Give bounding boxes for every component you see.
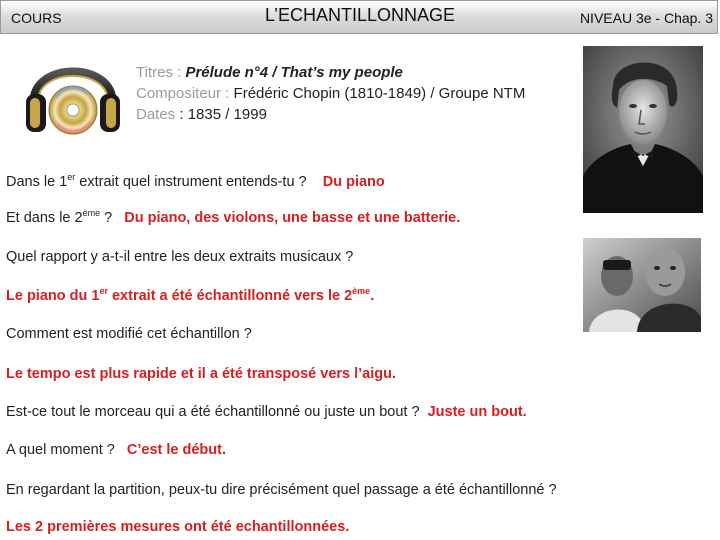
dates-value: : 1835 / 1999 <box>175 106 267 123</box>
question-7: En regardant la partition, peux-tu dire précisément quel passage a été échantillonné ? <box>6 482 557 498</box>
question-5: Est-ce tout le morceau qui a été échantillonné ou juste un bout ? <box>6 404 424 420</box>
question-3-line <box>6 249 353 265</box>
question-1-sup: er <box>67 172 76 182</box>
answer-3-sup-1: er <box>99 286 108 296</box>
question-5-line <box>6 404 527 420</box>
page-title: L’ECHANTILLONNAGE <box>264 5 456 25</box>
question-2-part-b: ? <box>100 210 117 226</box>
question-1-line <box>6 174 385 190</box>
answer-7-line <box>6 519 349 535</box>
answer-3-part-b: extrait a été échantillonné vers le 2 <box>107 288 353 304</box>
composer-label: Compositeur : <box>136 85 234 102</box>
question-2-sup: ème <box>82 208 101 218</box>
question-6-line <box>6 442 226 458</box>
question-2-part-a: Et dans le 2 <box>6 210 83 226</box>
chopin-portrait-image <box>583 46 703 213</box>
answer-3-part-a: Le piano du 1 <box>6 288 100 304</box>
dates-line <box>136 104 525 125</box>
header-category: COURS <box>11 10 62 26</box>
question-4-line <box>6 326 252 342</box>
answer-1: Du piano <box>322 174 385 190</box>
titles-line <box>136 62 525 83</box>
header-bar <box>0 0 718 34</box>
question-3: Quel rapport y a-t-il entre les deux extraits musicaux ? <box>6 249 354 265</box>
question-6: A quel moment ? <box>6 442 119 458</box>
answer-4: Le tempo est plus rapide et il a été transposé vers l’aigu. <box>6 366 397 382</box>
question-1-part-b: extrait quel instrument entends-tu ? <box>75 174 311 190</box>
answer-7: Les 2 premières mesures ont été echantillonnées. <box>6 519 350 535</box>
answer-2: Du piano, des violons, une basse et une batterie. <box>124 210 461 226</box>
answer-3-line <box>6 288 374 304</box>
composer-value: Frédéric Chopin (1810-1849) / Groupe NTM <box>233 85 526 102</box>
answer-4-line <box>6 366 396 382</box>
composer-line <box>136 83 525 104</box>
work-info <box>136 62 525 125</box>
question-4: Comment est modifié cet échantillon ? <box>6 326 252 342</box>
answer-6: C’est le début. <box>126 442 227 458</box>
answer-3-sup-2: ème <box>352 286 371 296</box>
titles-label: Titres : <box>136 64 186 81</box>
dates-label: Dates <box>136 106 176 123</box>
ntm-group-photo-image <box>583 238 701 332</box>
headphones-cd-icon <box>18 50 128 142</box>
question-2-line <box>6 210 460 226</box>
answer-5: Juste un bout. <box>427 404 527 420</box>
answer-3-part-c: . <box>370 288 375 304</box>
titles-value: Prélude n°4 / That’s my people <box>185 64 403 81</box>
question-7-line <box>6 482 557 498</box>
question-1-part-a: Dans le 1 <box>6 174 68 190</box>
header-level: NIVEAU 3e - Chap. 3 <box>579 10 713 26</box>
